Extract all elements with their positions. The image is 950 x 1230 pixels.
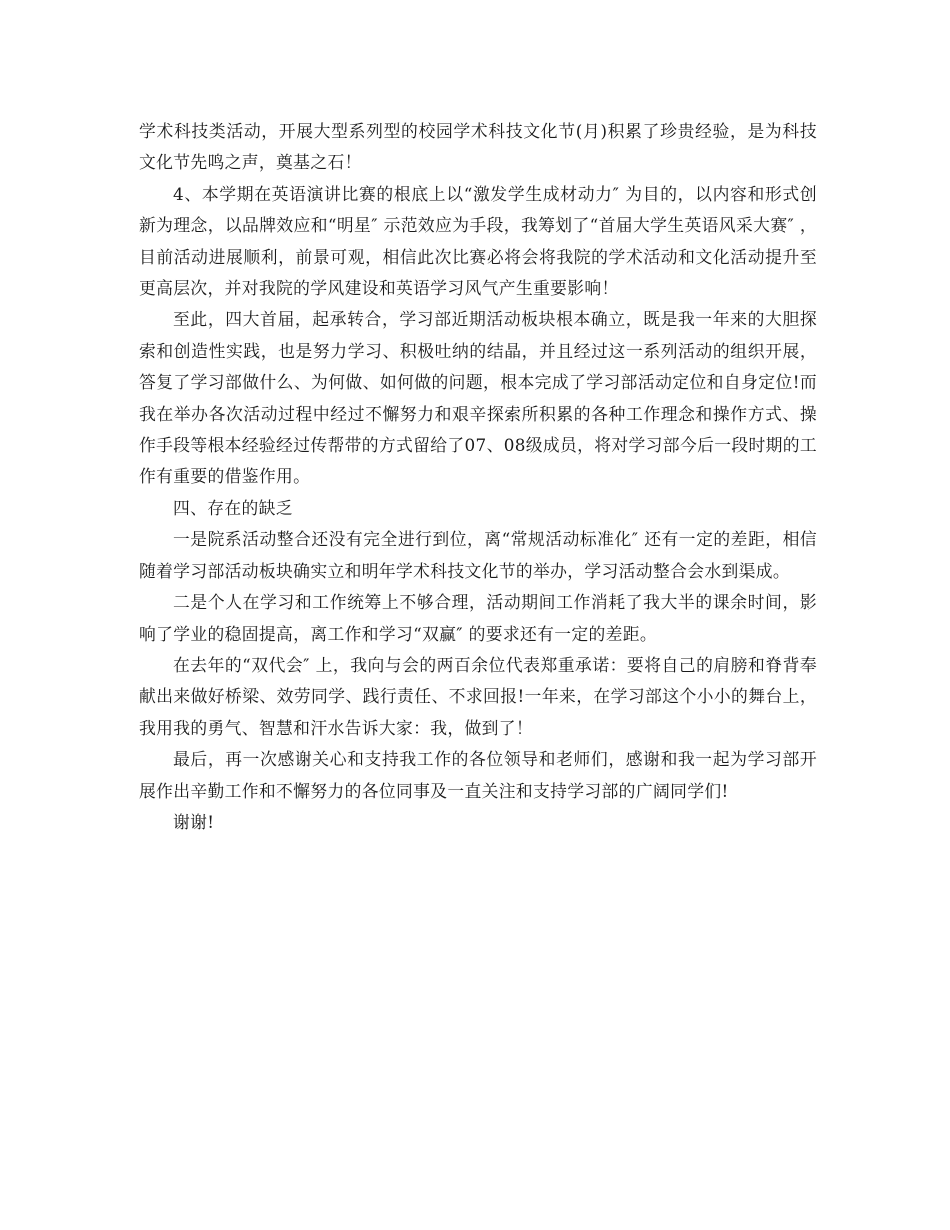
paragraph-closing: 谢谢! — [173, 811, 215, 832]
paragraph-shortcoming-two: 二是个人在学习和工作统筹上不够合理，活动期间工作消耗了我大半的课余时间，影响了学业的稳固提高，离工作和学习“双赢″ 的要求还有一定的差距。 — [139, 592, 817, 644]
paragraph-activities-summary: 学术科技类活动，开展大型系列型的校园学术科技文化节(月)积累了珍贵经验，是为科技文化节先鸣之声，奠基之石！ — [139, 121, 817, 173]
paragraph-conclusion-activities: 至此，四大首届，起承转合，学习部近期活动板块根本确立，既是我一年来的大胆探索和创造性实践，也是努力学习、积极吐纳的结晶，并且经过这一系列活动的组织开展，答复了学习部做什么、为何做、如何做的问题，根本完成了学习部活动定位和自身定位!而我在举办各次活动过程中经过不懈努力和艰辛探索所积累的各种工作理念和操作方式、操作手段等根本经验经过传帮带的方式留给了07、08级成员，将对学习部今后一段时期的工作有重要的借鉴作用。 — [139, 309, 817, 487]
document-body — [139, 116, 817, 838]
section-heading-shortcomings: 四、存在的缺乏 — [173, 497, 293, 518]
paragraph-promise: 在去年的“双代会″ 上，我向与会的两百余位代表郑重承诺：要将自己的肩膀和脊背奉献出来做好桥梁、效劳同学、践行责任、不求回报!一年来，在学习部这个小小的舞台上，我用我的勇气、智慧和汗水告诉大家：我，做到了！ — [139, 654, 817, 738]
paragraph-shortcoming-one: 一是院系活动整合还没有完全进行到位，离“常规活动标准化″ 还有一定的差距，相信随着学习部活动板块确实立和明年学术科技文化节的举办，学习活动整合会水到渠成。 — [139, 529, 817, 581]
paragraph-english-contest: 4、本学期在英语演讲比赛的根底上以“激发学生成材动力″ 为目的，以内容和形式创新为理念，以品牌效应和“明星″ 示范效应为手段，我筹划了“首届大学生英语风采大赛″ ，目前活动进展顺利，前景可观，相信此次比赛必将会将我院的学术活动和文化活动提升至更高层次，并对我院的学风建设和英语学习风气产生重要影响！ — [139, 183, 817, 299]
paragraph-thanks: 最后，再一次感谢关心和支持我工作的各位领导和老师们，感谢和我一起为学习部开展作出辛勤工作和不懈努力的各位同事及一直关注和支持学习部的广阔同学们! — [139, 749, 817, 801]
